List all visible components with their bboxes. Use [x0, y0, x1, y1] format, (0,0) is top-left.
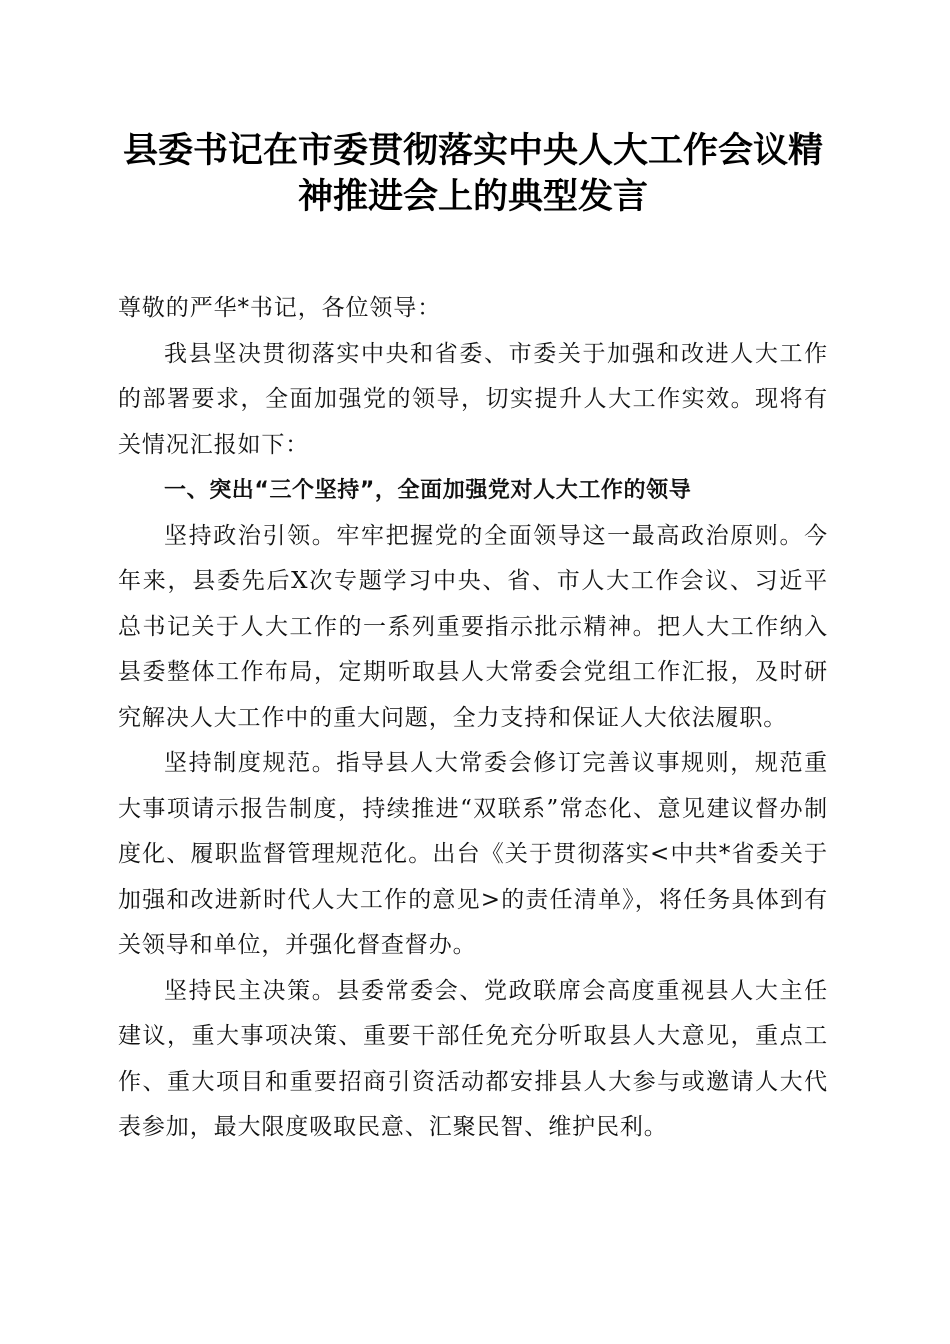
section-heading-1: 一、突出“三个坚持”，全面加强党对人大工作的领导	[164, 478, 692, 503]
document-body	[118, 286, 828, 1151]
document-title-line-1: 县委书记在市委贯彻落实中央人大工作会议精	[122, 130, 823, 171]
document-title-line-2: 神推进会上的典型发言	[297, 176, 648, 217]
paragraph-democratic-decision: 坚持民主决策。县委常委会、党政联席会高度重视县人大主任建议，重大事项决策、重要干部任免充分听取县人大意见，重点工作、重大项目和重要招商引资活动都安排县人大参与或邀请人大代表参加，最大限度吸取民意、汇聚民智、维护民利。	[118, 977, 828, 1140]
document-page	[118, 128, 828, 1151]
paragraph-institutional-norms: 坚持制度规范。指导县人大常委会修订完善议事规则，规范重大事项请示报告制度，持续推进“双联系”常态化、意见建议督办制度化、履职监督管理规范化。出台《关于贯彻落实<中共*省委关于加强和改进新时代人大工作的意见>的责任清单》，将任务具体到有关领导和单位，并强化督查督办。	[118, 750, 828, 958]
intro-paragraph: 我县坚决贯彻落实中央和省委、市委关于加强和改进人大工作的部署要求，全面加强党的领导，切实提升人大工作实效。现将有关情况汇报如下：	[118, 340, 828, 458]
document-title	[118, 128, 828, 220]
paragraph-political-guidance: 坚持政治引领。牢牢把握党的全面领导这一最高政治原则。今年来，县委先后X次专题学习中央、省、市人大工作会议、习近平总书记关于人大工作的一系列重要指示批示精神。把人大工作纳入县委整体工作布局，定期听取县人大常委会党组工作汇报，及时研究解决人大工作中的重大问题，全力支持和保证人大依法履职。	[118, 522, 828, 731]
salutation: 尊敬的严华*书记，各位领导：	[118, 295, 442, 321]
